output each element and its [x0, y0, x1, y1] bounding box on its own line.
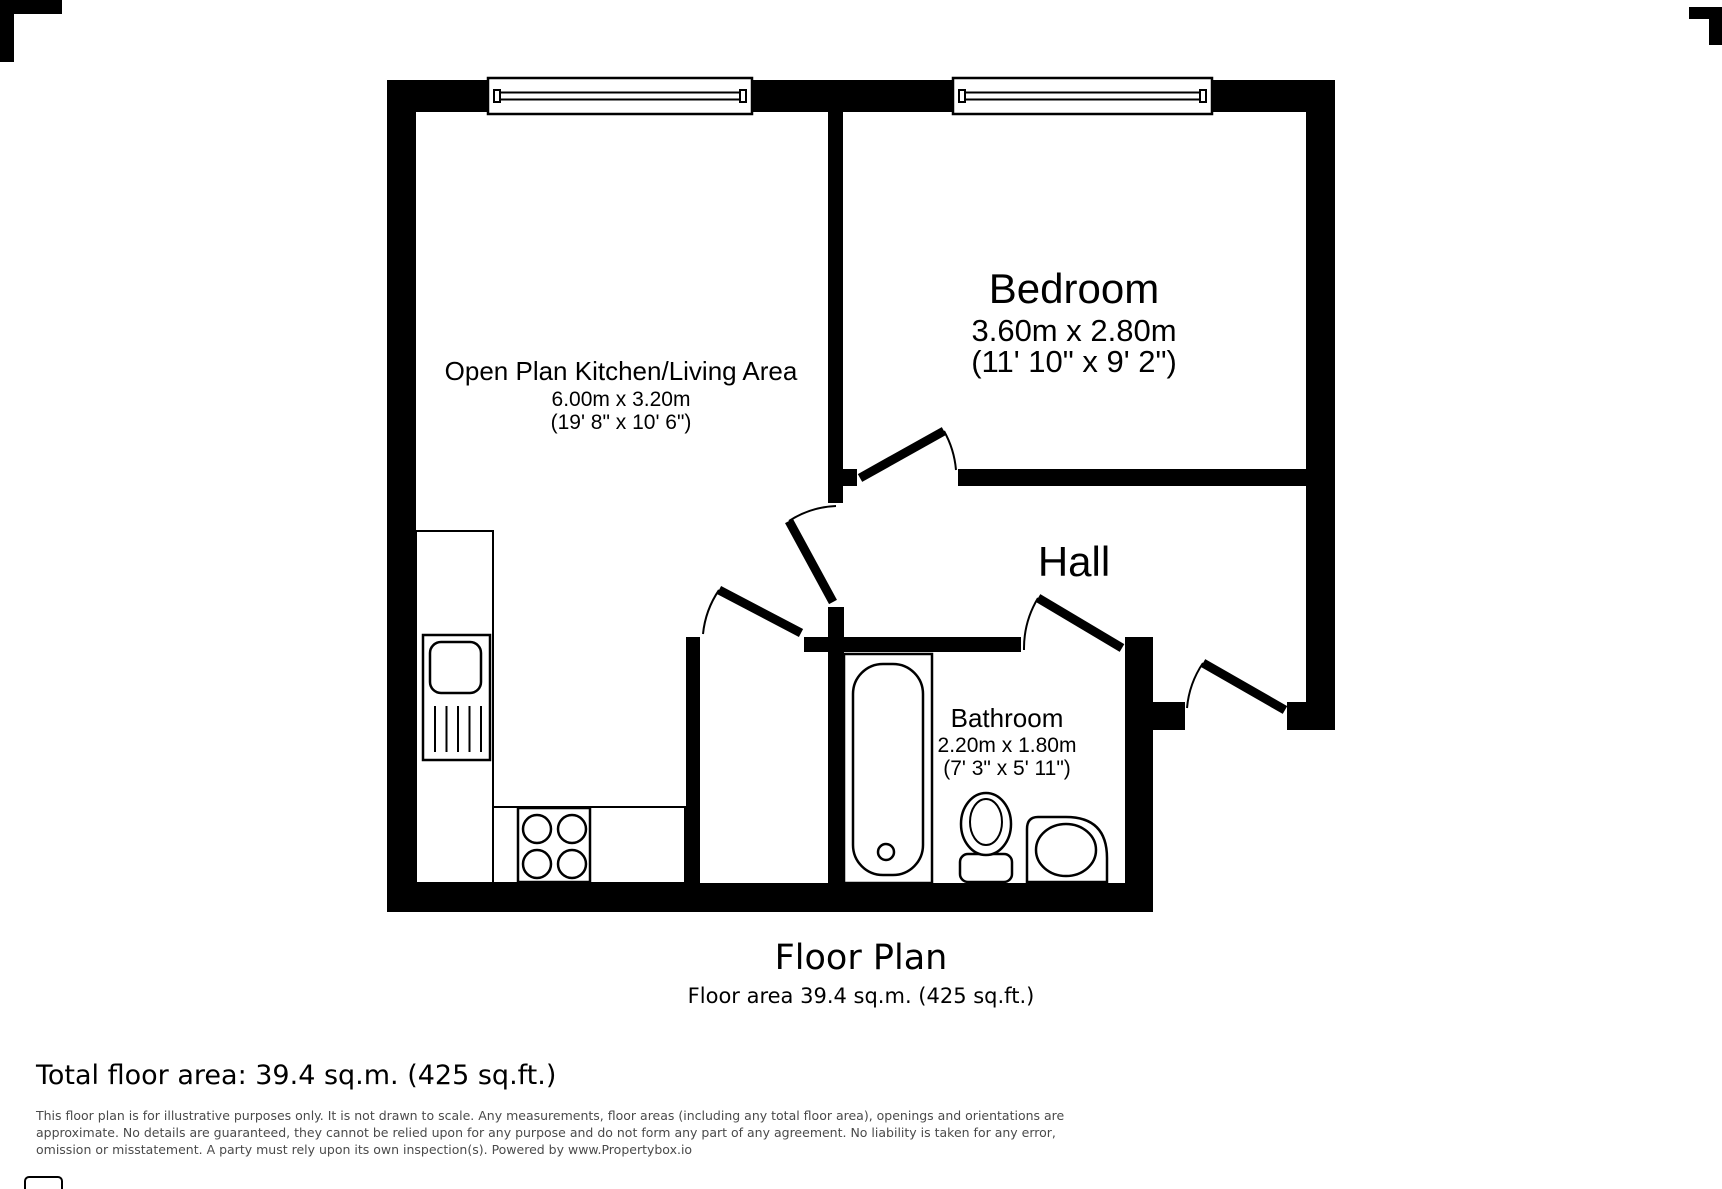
wall-bedroom-bottom-stub [843, 469, 857, 486]
bathroom-label: Bathroom [950, 703, 1064, 733]
kitchen-living-dims-imperial: (19' 8" x 10' 6") [550, 411, 692, 434]
disclaimer-line-1: This floor plan is for illustrative purposes only. It is not drawn to scale. Any measurements, floor areas (including any total floor area), openings and orientations are [36, 1108, 1065, 1123]
window-bedroom [953, 78, 1212, 114]
corner-mark-top-left [0, 0, 62, 62]
kitchen-living-label: Open Plan Kitchen/Living Area [444, 356, 798, 386]
hall-label: Hall [1037, 538, 1111, 585]
wall-left [387, 80, 416, 912]
wall-top-middle-segment [752, 80, 953, 112]
bath [844, 654, 932, 883]
total-floor-area: Total floor area: 39.4 sq.m. (425 sq.ft.) [36, 1060, 557, 1091]
toilet [960, 793, 1012, 882]
window-kitchen [488, 78, 752, 114]
bedroom-label: Bedroom [988, 265, 1160, 312]
kitchen-sink-drainer [423, 635, 490, 760]
corner-mark-top-right [1689, 7, 1722, 45]
wall-kitchen-cupboard [686, 637, 700, 885]
wall-hall-bottom-right-corner [1287, 702, 1335, 730]
bedroom-dims-metric: 3.60m x 2.80m [971, 313, 1177, 348]
door-cupboard [703, 590, 801, 634]
kitchen-living-dims-metric: 6.00m x 3.20m [551, 388, 691, 411]
floor-plan-title: Floor Plan [774, 938, 948, 978]
wall-bedroom-bottom [958, 469, 1306, 486]
door-bedroom [860, 431, 956, 478]
wall-right [1306, 80, 1335, 730]
door-entrance [1187, 663, 1285, 710]
basin [1027, 817, 1107, 882]
disclaimer-line-2: approximate. No details are guaranteed, they cannot be relied upon for any purpose and do not form any part of any agreement. No liability is taken for any error, [36, 1124, 1056, 1140]
bathroom-dims-imperial: (7' 3" x 5' 11") [943, 757, 1071, 780]
disclaimer-line-3: omission or misstatement. A party must rely upon its own inspection(s). Powered by www.Propertybox.io [36, 1141, 693, 1157]
wall-kitchen-bedroom-divider [828, 112, 843, 503]
door-kitchen-living [789, 506, 836, 602]
logo-box-bottom-left [25, 1177, 62, 1189]
bedroom-dims-imperial: (11' 10" x 9' 2") [971, 344, 1177, 379]
bathroom-dims-metric: 2.20m x 1.80m [937, 734, 1077, 757]
hob [518, 808, 590, 882]
floor-area-subtitle: Floor area 39.4 sq.m. (425 sq.ft.) [687, 984, 1035, 1008]
door-bathroom [1024, 598, 1122, 650]
disclaimer-text [36, 1108, 1064, 1158]
wall-bathroom-left [828, 607, 844, 885]
wall-bathroom-right [1125, 637, 1153, 885]
wall-bottom [387, 883, 1153, 912]
